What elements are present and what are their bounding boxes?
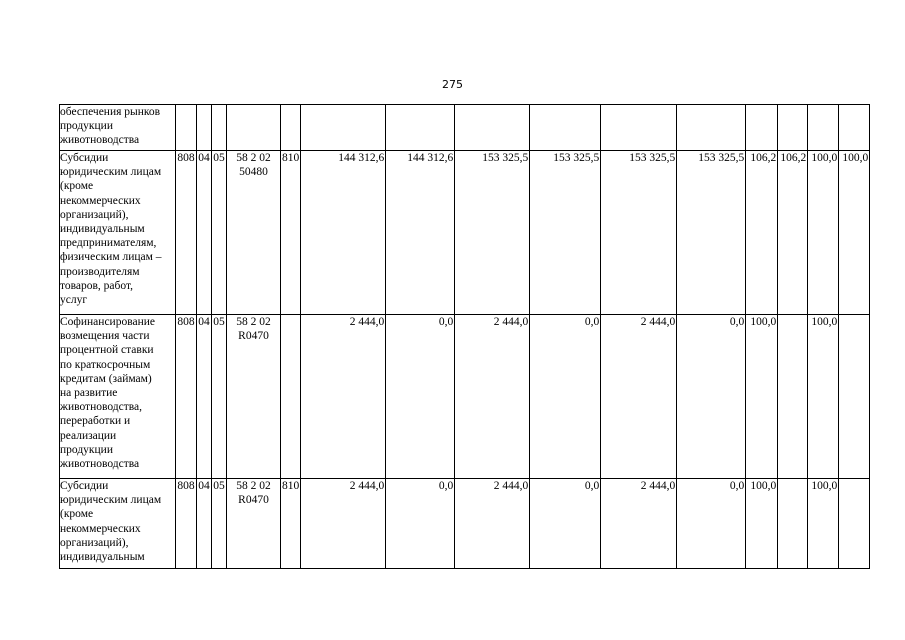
subsection-code-cell: 05: [212, 315, 227, 479]
target-code-cell: [227, 105, 281, 151]
value-cell: [746, 105, 778, 151]
section-code-cell: 04: [197, 479, 212, 569]
cell-text-line: товаров, работ,: [60, 279, 134, 292]
value-cell: 0,0: [677, 479, 746, 569]
cell-text-line: юридическим лицам: [60, 166, 162, 179]
cell-text-line: Субсидии: [60, 152, 109, 164]
cell-text-line: предпринимателям,: [60, 237, 157, 250]
cell-text-line: обеспечения рынков: [60, 106, 161, 118]
value-cell: 144 312,6: [386, 151, 455, 315]
expense-type-cell: 810: [281, 479, 301, 569]
cell-text-line: некоммерческих: [60, 194, 141, 207]
value-cell: [839, 105, 870, 151]
page-number: 275: [442, 78, 463, 91]
value-cell: [601, 105, 677, 151]
value-cell: [778, 315, 808, 479]
value-cell: 144 312,6: [301, 151, 386, 315]
value-cell: 0,0: [386, 479, 455, 569]
value-cell: 0,0: [386, 315, 455, 479]
cell-text-line: (кроме: [60, 508, 94, 521]
cell-text-line: 58 2 02: [236, 480, 271, 492]
cell-text-line: животноводства,: [60, 401, 142, 414]
value-cell: [808, 105, 839, 151]
value-cell: 2 444,0: [601, 479, 677, 569]
value-cell: 100,0: [808, 315, 839, 479]
value-cell: 100,0: [808, 479, 839, 569]
target-code-cell: [227, 151, 281, 315]
value-cell: 2 444,0: [601, 315, 677, 479]
admin-code-cell: 808: [176, 479, 197, 569]
value-cell: 106,2: [778, 151, 808, 315]
value-cell: [301, 105, 386, 151]
name-cell: [60, 105, 176, 151]
section-code-cell: 04: [197, 151, 212, 315]
cell-text-line: 50480: [239, 166, 268, 179]
cell-text-line: по краткосрочным: [60, 358, 151, 371]
expense-type-cell: 810: [281, 151, 301, 315]
cell-text-line: организаций),: [60, 536, 129, 549]
value-cell: 153 325,5: [530, 151, 601, 315]
name-cell: [60, 151, 176, 315]
budget-table: [59, 104, 870, 569]
cell-text-line: 58 2 02: [236, 316, 271, 328]
value-cell: [839, 479, 870, 569]
value-cell: 2 444,0: [455, 315, 530, 479]
value-cell: [839, 315, 870, 479]
value-cell: 0,0: [530, 315, 601, 479]
cell-text-line: продукции: [60, 120, 113, 133]
subsection-code-cell: [212, 105, 227, 151]
cell-text-line: R0470: [238, 494, 269, 507]
value-cell: 0,0: [530, 479, 601, 569]
value-cell: 153 325,5: [455, 151, 530, 315]
value-cell: 100,0: [839, 151, 870, 315]
cell-text-line: индивидуальным: [60, 223, 145, 236]
cell-text-line: индивидуальным: [60, 551, 145, 564]
cell-text-line: физическим лицам –: [60, 251, 162, 264]
cell-text-line: юридическим лицам: [60, 494, 162, 507]
value-cell: 2 444,0: [455, 479, 530, 569]
cell-text-line: продукции: [60, 443, 113, 456]
section-code-cell: [197, 105, 212, 151]
subsection-code-cell: 05: [212, 151, 227, 315]
cell-text-line: Субсидии: [60, 480, 109, 492]
section-code-cell: 04: [197, 315, 212, 479]
cell-text-line: некоммерческих: [60, 522, 141, 535]
table-row: [60, 105, 870, 151]
target-code-cell: [227, 479, 281, 569]
value-cell: [386, 105, 455, 151]
expense-type-cell: [281, 315, 301, 479]
cell-text-line: R0470: [238, 330, 269, 343]
value-cell: 0,0: [677, 315, 746, 479]
value-cell: 100,0: [746, 479, 778, 569]
admin-code-cell: 808: [176, 315, 197, 479]
cell-text-line: на развитие: [60, 387, 118, 400]
name-cell: [60, 315, 176, 479]
cell-text-line: процентной ставки: [60, 344, 154, 357]
cell-text-line: реализации: [60, 429, 117, 442]
cell-text-line: возмещения части: [60, 330, 150, 343]
cell-text-line: (кроме: [60, 180, 94, 193]
cell-text-line: животноводства: [60, 458, 140, 471]
cell-text-line: 58 2 02: [236, 152, 271, 164]
value-cell: 106,2: [746, 151, 778, 315]
cell-text-line: животноводства: [60, 134, 140, 147]
value-cell: [455, 105, 530, 151]
table-row: [60, 151, 870, 315]
value-cell: [530, 105, 601, 151]
value-cell: [778, 105, 808, 151]
value-cell: 100,0: [746, 315, 778, 479]
value-cell: 2 444,0: [301, 479, 386, 569]
cell-text-line: Софинансирование: [60, 316, 155, 328]
cell-text-line: услуг: [60, 294, 88, 307]
cell-text-line: организаций),: [60, 208, 129, 221]
value-cell: [778, 479, 808, 569]
value-cell: 153 325,5: [601, 151, 677, 315]
subsection-code-cell: 05: [212, 479, 227, 569]
table-row: [60, 315, 870, 479]
cell-text-line: кредитам (займам): [60, 372, 152, 385]
name-cell: [60, 479, 176, 569]
value-cell: 2 444,0: [301, 315, 386, 479]
value-cell: [677, 105, 746, 151]
admin-code-cell: [176, 105, 197, 151]
expense-type-cell: [281, 105, 301, 151]
target-code-cell: [227, 315, 281, 479]
cell-text-line: переработки и: [60, 415, 131, 428]
value-cell: 100,0: [808, 151, 839, 315]
cell-text-line: производителям: [60, 265, 140, 278]
value-cell: 153 325,5: [677, 151, 746, 315]
table-row: [60, 479, 870, 569]
admin-code-cell: 808: [176, 151, 197, 315]
